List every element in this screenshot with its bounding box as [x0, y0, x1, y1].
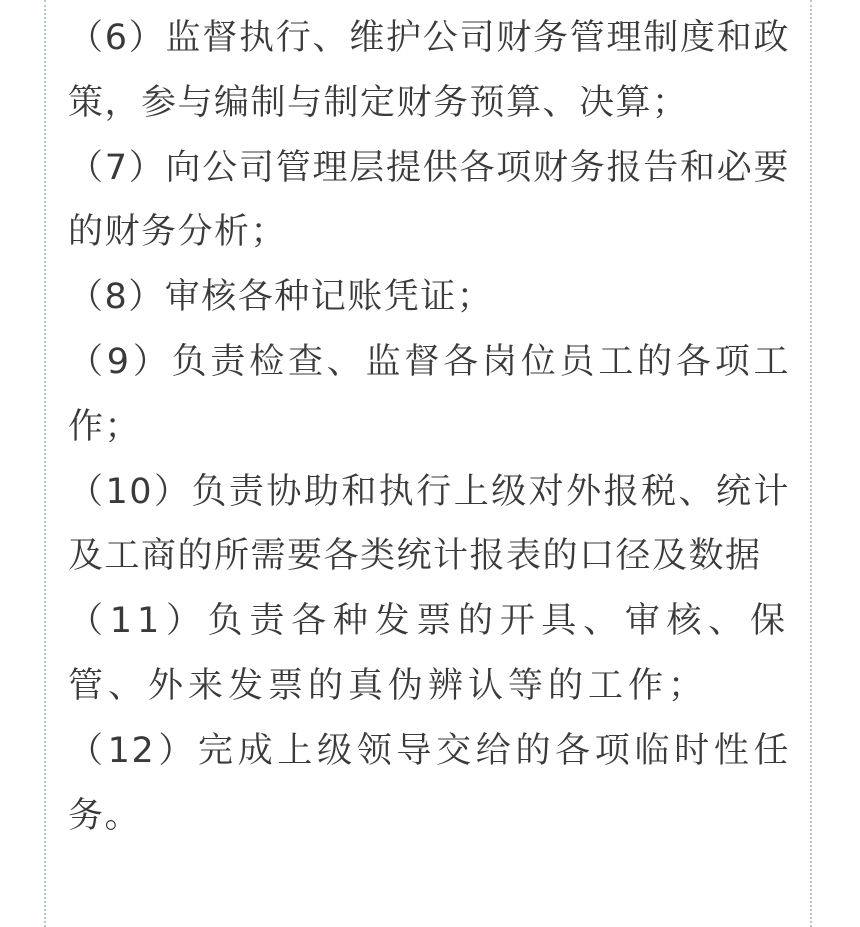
duty-item-8: （8）审核各种记账凭证；	[68, 277, 494, 318]
job-duties-list	[68, 6, 790, 848]
duty-item-10: （10）负责协助和执行上级对外报税、统计及工商的所需要各类统计报表的口径及数据	[68, 471, 790, 577]
duty-item-11: （11）负责各种发票的开具、审核、保管、外来发票的真伪辨认等的工作；	[68, 601, 790, 706]
duty-item-6: （6）监督执行、维护公司财务管理制度和政策，参与编制与制定财务预算、决算；	[68, 18, 790, 123]
duty-item-12: （12）完成上级领导交给的各项临时性任务。	[68, 730, 790, 836]
duty-item-9: （9）负责检查、监督各岗位员工的各项工作；	[68, 341, 790, 447]
duty-item-7: （7）向公司管理层提供各项财务报告和必要的财务分析；	[68, 147, 790, 253]
